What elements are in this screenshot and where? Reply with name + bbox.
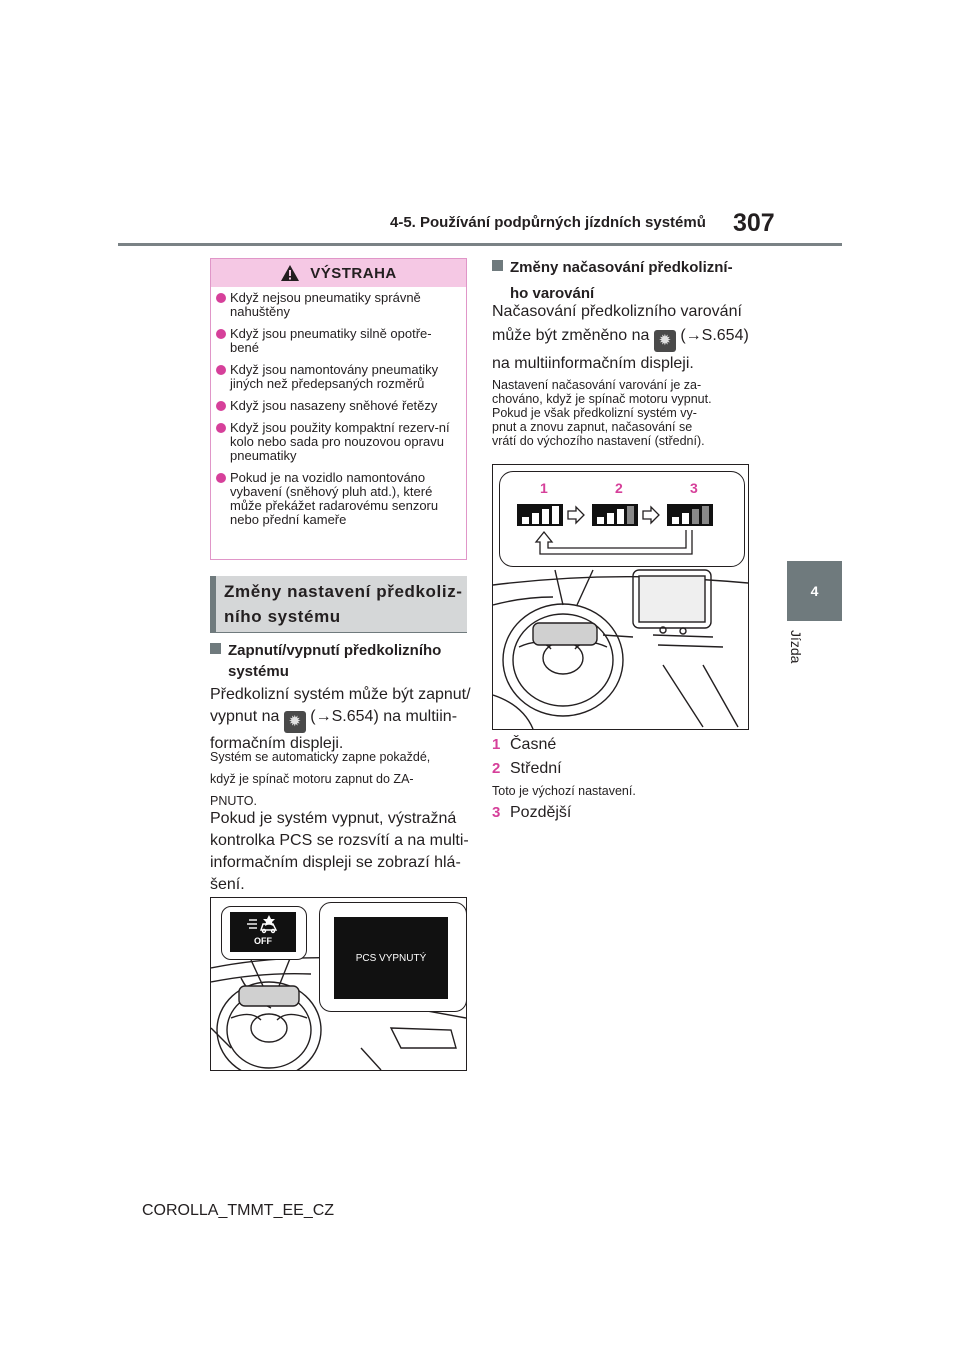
warning-item-text: Když jsou použity kompaktní rezerv-ní kolo nebo sada pro nouzovou opravu pneumatiky: [230, 420, 450, 463]
timing-options-list: [492, 734, 762, 824]
callout-display: [319, 902, 467, 1012]
chapter-label-text: Jízda: [788, 630, 804, 664]
section-heading: [210, 576, 467, 632]
section-rule: [210, 632, 467, 633]
document-code: COROLLA_TMMT_EE_CZ: [142, 1202, 335, 1219]
text-line: PNUTO.: [210, 794, 257, 808]
square-bullet-icon: [492, 260, 503, 271]
warning-title: VÝSTRAHA: [310, 264, 397, 282]
warning-item-text: Když jsou namontovány pneumatiky jiných než předepsaných rozměrů: [230, 362, 439, 391]
paragraph-pcs-toggle: [210, 684, 480, 755]
bullet-icon: [216, 401, 226, 411]
callout-indicator: [221, 906, 307, 960]
warning-item: [216, 421, 460, 463]
pcs-car-icon: [243, 914, 283, 936]
text-line: pnut a znovu zapnut, načasování se: [492, 420, 693, 434]
option-item: [492, 734, 762, 756]
text-line: Pokud je však předkolizní systém vy-: [492, 406, 697, 420]
header-rule: [118, 243, 842, 246]
paragraph-pcs-off: [210, 808, 480, 896]
option-number: 1: [492, 736, 501, 753]
timing-level-1-icon: [517, 504, 563, 526]
warning-item: [216, 291, 460, 319]
text-line: chováno, když je spínač motoru vypnut.: [492, 392, 712, 406]
settings-gear-icon: ✹: [284, 711, 306, 733]
note-warning-timing: [492, 378, 762, 448]
warning-triangle-icon: [280, 264, 300, 282]
warning-item: [216, 363, 460, 391]
subheading-pcs-toggle: [210, 640, 472, 682]
warning-header: [211, 259, 466, 287]
text-line: na multiinformačním displeji.: [492, 355, 694, 372]
text-line: kontrolka PCS se rozsvítí a na multi-: [210, 832, 469, 849]
timing-level-2-icon: [592, 504, 638, 526]
option-label: Střední: [510, 760, 562, 777]
section-heading-line1: Změny nastavení předkoliz-: [224, 582, 463, 601]
figure-warning-timing: [492, 464, 749, 730]
text-line: (→S.654): [680, 327, 749, 344]
option-number: 2: [492, 760, 501, 777]
warning-item: [216, 471, 460, 527]
settings-gear-icon: ✹: [654, 330, 676, 352]
option-item: [492, 758, 762, 780]
warning-item: [216, 399, 460, 413]
option-label: Pozdější: [510, 804, 572, 821]
chapter-number: 4: [810, 583, 819, 599]
bullet-icon: [216, 293, 226, 303]
note-pcs-auto: [210, 746, 480, 812]
text-line: Systém se automaticky zapne pokaždé,: [210, 750, 431, 764]
option-item: [492, 802, 762, 824]
warning-item: [216, 327, 460, 355]
callout-timing-levels: [499, 471, 745, 567]
chapter-tab: [787, 561, 842, 621]
text-line: formačním displeji.: [210, 735, 344, 752]
text-line: vypnut na: [210, 708, 280, 725]
subheading-line1: Zapnutí/vypnutí předkolizního: [228, 642, 442, 659]
text-line: šení.: [210, 876, 245, 893]
text-line: když je spínač motoru zapnut do ZA-: [210, 772, 414, 786]
running-header-title: 4-5. Používání podpůrných jízdních systémů: [390, 214, 706, 231]
text-line: Předkolizní systém může být zapnut/: [210, 686, 471, 703]
pcs-off-indicator: [230, 912, 296, 952]
option-note: Toto je výchozí nastavení.: [492, 784, 636, 798]
text-line: může být změněno na: [492, 327, 650, 344]
figure-pcs-off: [210, 897, 467, 1071]
bullet-icon: [216, 473, 226, 483]
text-line: informačním displeji se zobrazí hlá-: [210, 854, 461, 871]
subheading-line1: Změny načasování předkolizní-: [510, 259, 733, 276]
warning-item-text: Když jsou pneumatiky silně opotře-bené: [230, 326, 432, 355]
square-bullet-icon: [210, 643, 221, 654]
bullet-icon: [216, 365, 226, 375]
option-number: 3: [492, 804, 501, 821]
bullet-icon: [216, 329, 226, 339]
bullet-icon: [216, 423, 226, 433]
text-line: vrátí do výchozího nastavení (střední).: [492, 434, 705, 448]
display-message: PCS VYPNUTÝ: [355, 952, 427, 964]
option-label: Časné: [510, 736, 557, 753]
warning-box: [210, 258, 467, 560]
paragraph-warning-timing: [492, 300, 762, 376]
level-label-3: 3: [690, 480, 698, 496]
chapter-label: [786, 630, 806, 680]
subheading-warning-timing: [492, 257, 762, 304]
warning-item-text: Když nejsou pneumatiky správně nahuštěny: [230, 290, 421, 319]
subheading-line2: systému: [228, 663, 289, 680]
warning-item-text: Pokud je na vozidlo namontováno vybavení (sněhový pluh atd.), které může překážet radarovému senzoru nebo přední kameře: [230, 470, 439, 527]
text-line: (→S.654) na multiin-: [310, 708, 458, 725]
text-line: Nastavení načasování varování je za-: [492, 378, 702, 392]
level-label-1: 1: [540, 480, 548, 496]
text-line: Načasování předkolizního varování: [492, 303, 742, 320]
timing-level-3-icon: [667, 504, 713, 526]
multi-info-display: [334, 917, 448, 999]
warning-list: [211, 291, 466, 527]
section-heading-line2: ního systému: [224, 607, 341, 626]
subheading-line2: ho varování: [510, 285, 595, 302]
page-number: 307: [733, 209, 775, 237]
timing-levels-diagram: [500, 472, 740, 562]
text-line: Pokud je systém vypnut, výstražná: [210, 810, 457, 827]
off-label: OFF: [254, 936, 272, 946]
level-label-2: 2: [615, 480, 623, 496]
warning-item-text: Když jsou nasazeny sněhové řetězy: [230, 398, 438, 413]
